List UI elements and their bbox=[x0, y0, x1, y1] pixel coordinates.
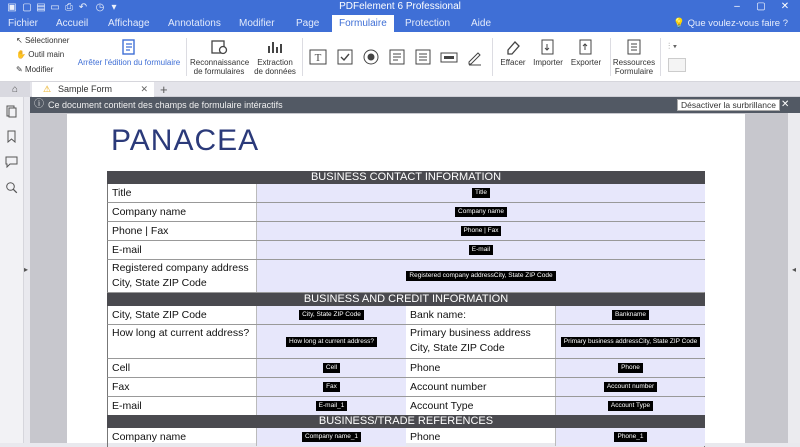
distribute-button[interactable] bbox=[668, 58, 686, 72]
menu-formulaire[interactable]: Formulaire bbox=[332, 15, 394, 32]
combo-box-icon[interactable] bbox=[388, 48, 406, 66]
menu-protection[interactable]: Protection bbox=[405, 18, 451, 29]
expand-sidebar-icon[interactable]: ▸ bbox=[24, 265, 29, 274]
form-row bbox=[107, 306, 705, 325]
ref-company-label: Company name bbox=[112, 431, 187, 443]
open-icon[interactable]: ▭ bbox=[50, 2, 60, 13]
form-row bbox=[107, 203, 705, 222]
app-logo-icon: ▣ bbox=[7, 2, 17, 13]
form-recognition-icon bbox=[210, 38, 228, 56]
menu-accueil[interactable]: Accueil bbox=[56, 18, 89, 29]
company-name-input[interactable]: Company name bbox=[256, 203, 705, 221]
new-tab-icon[interactable]: + bbox=[160, 82, 168, 97]
pdf-page bbox=[67, 114, 745, 443]
select-label: Sélectionner bbox=[24, 36, 70, 45]
form-row bbox=[107, 359, 705, 378]
search-help[interactable] bbox=[673, 15, 788, 32]
text-field-icon[interactable] bbox=[309, 48, 327, 66]
resources-icon bbox=[625, 38, 643, 56]
form-row bbox=[107, 397, 705, 416]
phone-fax-input[interactable]: Phone | Fax bbox=[256, 222, 705, 240]
tab-close-icon[interactable]: ✕ bbox=[140, 84, 148, 94]
signature-field-icon[interactable] bbox=[466, 48, 484, 66]
address-input[interactable]: Registered company addressCity, State ZIP Code bbox=[256, 260, 705, 292]
chart-icon bbox=[266, 38, 284, 56]
export-icon bbox=[577, 38, 595, 56]
import-button[interactable] bbox=[531, 38, 565, 67]
email-label: E-mail bbox=[112, 244, 142, 256]
collapse-right-panel-icon[interactable]: ◂ bbox=[792, 265, 797, 274]
bookmark-icon[interactable] bbox=[5, 130, 18, 143]
phone-fax-label: Phone | Fax bbox=[112, 225, 169, 237]
search-icon[interactable] bbox=[5, 181, 18, 194]
data-extraction-button[interactable] bbox=[252, 38, 298, 76]
menu-page[interactable]: Page bbox=[296, 18, 320, 29]
account-type-input[interactable]: Account Type bbox=[555, 397, 705, 415]
form-row bbox=[107, 325, 705, 359]
hand-icon: ✋ bbox=[16, 50, 29, 59]
company-name-label: Company name bbox=[112, 206, 187, 218]
form-recognition-label: Reconnaissance de formulaires bbox=[190, 58, 250, 76]
menu-modifier[interactable]: Modifier bbox=[239, 18, 275, 29]
import-icon bbox=[539, 38, 557, 56]
email-label-2: E-mail bbox=[112, 400, 142, 412]
comment-icon[interactable] bbox=[5, 155, 18, 168]
menu-affichage[interactable]: Affichage bbox=[108, 18, 150, 29]
form-notice-bar bbox=[30, 97, 800, 113]
customize-icon[interactable]: ▾ bbox=[111, 2, 117, 13]
radio-button-icon[interactable] bbox=[362, 48, 380, 66]
form-resources-label: Ressources Formulaire bbox=[612, 58, 656, 76]
menu-annotations[interactable]: Annotations bbox=[168, 18, 221, 29]
new-icon[interactable]: ▢ bbox=[22, 2, 32, 13]
select-tool[interactable] bbox=[16, 35, 69, 47]
disable-highlight-button[interactable]: Désactiver la surbrillance bbox=[677, 99, 780, 111]
close-notice-icon[interactable]: ✕ bbox=[781, 99, 790, 110]
title-label: Title bbox=[112, 187, 132, 199]
form-row bbox=[107, 184, 705, 203]
address-label: Registered company address bbox=[112, 262, 249, 274]
form-recognition-button[interactable] bbox=[190, 38, 248, 76]
import-label: Importer bbox=[533, 58, 563, 67]
lightbulb-icon: 💡 bbox=[673, 18, 686, 29]
form-row bbox=[107, 241, 705, 260]
tab-label: Sample Form bbox=[58, 84, 113, 94]
maximize-icon[interactable]: ▢ bbox=[756, 1, 766, 12]
save-icon[interactable]: ▤ bbox=[36, 2, 46, 13]
title-input[interactable]: Title bbox=[256, 184, 705, 202]
menu-fichier[interactable]: Fichier bbox=[8, 18, 39, 29]
ribbon-separator bbox=[186, 38, 187, 76]
notice-text: Ce document contient des champs de formulaire intéractifs bbox=[48, 100, 283, 110]
tab-bar bbox=[0, 82, 800, 97]
how-long-label: How long at current address? bbox=[112, 327, 250, 339]
ribbon bbox=[0, 32, 800, 82]
home-icon[interactable]: ⌂ bbox=[0, 82, 30, 97]
undo-icon[interactable]: ↶ bbox=[78, 2, 88, 13]
email-input-2[interactable]: E-mail_1 bbox=[256, 397, 406, 415]
account-number-label: Account number bbox=[410, 381, 487, 393]
account-number-input[interactable]: Account number bbox=[555, 378, 705, 396]
hand-label: Outil main bbox=[28, 50, 65, 59]
section-header-credit: BUSINESS AND CREDIT INFORMATION bbox=[107, 293, 705, 306]
form-edit-icon bbox=[120, 38, 138, 56]
fax-input[interactable]: Fax bbox=[256, 378, 406, 396]
edit-tool[interactable] bbox=[16, 64, 53, 76]
thumbnails-icon[interactable] bbox=[5, 105, 18, 118]
edit-label: Modifier bbox=[24, 65, 54, 74]
bank-name-input[interactable]: Bankname bbox=[555, 306, 705, 324]
hand-tool[interactable] bbox=[16, 49, 64, 61]
print-icon[interactable]: ⎙ bbox=[65, 2, 73, 13]
info-icon: ⓘ bbox=[34, 99, 44, 110]
history-icon[interactable]: ◷ bbox=[95, 2, 105, 13]
form-row bbox=[107, 260, 705, 293]
menu-aide[interactable]: Aide bbox=[471, 18, 492, 29]
ribbon-separator bbox=[302, 38, 303, 76]
account-type-label: Account Type bbox=[410, 400, 474, 412]
search-help-label: Que voulez-vous faire ? bbox=[687, 18, 788, 29]
eraser-icon bbox=[504, 38, 522, 56]
primary-city-label: City, State ZIP Code bbox=[410, 342, 505, 354]
form-row bbox=[107, 378, 705, 397]
minimize-icon[interactable]: – bbox=[734, 1, 740, 12]
how-long-input[interactable]: How long at current address? bbox=[256, 325, 406, 358]
ribbon-separator bbox=[492, 38, 493, 76]
section-header-references: BUSINESS/TRADE REFERENCES bbox=[107, 415, 705, 428]
vertical-scrollbar[interactable] bbox=[788, 113, 800, 443]
ref-phone-input[interactable]: Phone_1 bbox=[555, 428, 705, 446]
form-row bbox=[107, 222, 705, 241]
align-dropdown[interactable]: ⫶ ▾ bbox=[668, 41, 678, 51]
app-title: PDFelement 6 Professional bbox=[339, 1, 461, 12]
primary-address-input[interactable]: Primary business addressCity, State ZIP Code bbox=[555, 325, 705, 358]
section-header-contact: BUSINESS CONTACT INFORMATION bbox=[107, 171, 705, 184]
edit-icon: ✎ bbox=[16, 65, 25, 74]
ribbon-separator bbox=[610, 38, 611, 76]
fax-label: Fax bbox=[112, 381, 130, 393]
left-sidebar bbox=[0, 97, 29, 443]
svg-text:T: T bbox=[314, 52, 322, 64]
button-field-icon[interactable] bbox=[440, 48, 458, 66]
email-input[interactable]: E-mail bbox=[256, 241, 705, 259]
company-logo: PANACEA bbox=[111, 124, 260, 157]
clear-button[interactable] bbox=[498, 38, 528, 67]
city-state-label: City, State ZIP Code bbox=[112, 309, 207, 321]
list-box-icon[interactable] bbox=[414, 48, 432, 66]
export-button[interactable] bbox=[568, 38, 604, 67]
clear-label: Effacer bbox=[500, 58, 526, 67]
cursor-icon: ↖ bbox=[16, 36, 25, 45]
phone-input[interactable]: Phone bbox=[555, 359, 705, 377]
stop-form-edit-label: Arrêter l'édition du formulaire bbox=[77, 58, 181, 67]
warning-icon: ⚠ bbox=[43, 84, 52, 94]
primary-address-label: Primary business address bbox=[410, 327, 531, 339]
close-icon[interactable]: ✕ bbox=[780, 1, 790, 12]
city-state-input[interactable]: City, State ZIP Code bbox=[256, 306, 406, 324]
tab-sample-form[interactable] bbox=[32, 82, 154, 97]
phone-label: Phone bbox=[410, 362, 441, 374]
form-row bbox=[107, 428, 705, 447]
ribbon-separator bbox=[660, 38, 661, 76]
bank-name-label: Bank name: bbox=[410, 309, 467, 321]
city-label: City, State ZIP Code bbox=[112, 277, 207, 289]
export-label: Exporter bbox=[570, 58, 602, 67]
ref-phone-label: Phone bbox=[410, 431, 441, 443]
checkbox-icon[interactable] bbox=[336, 48, 354, 66]
stop-form-edit-button[interactable] bbox=[76, 38, 182, 67]
title-bar bbox=[0, 0, 800, 32]
cell-input[interactable]: Cell bbox=[256, 359, 406, 377]
ref-company-input[interactable]: Company name_1 bbox=[256, 428, 406, 446]
form-resources-button[interactable] bbox=[612, 38, 656, 76]
data-extraction-label: Extraction de données bbox=[254, 58, 296, 76]
cell-label: Cell bbox=[112, 362, 131, 374]
